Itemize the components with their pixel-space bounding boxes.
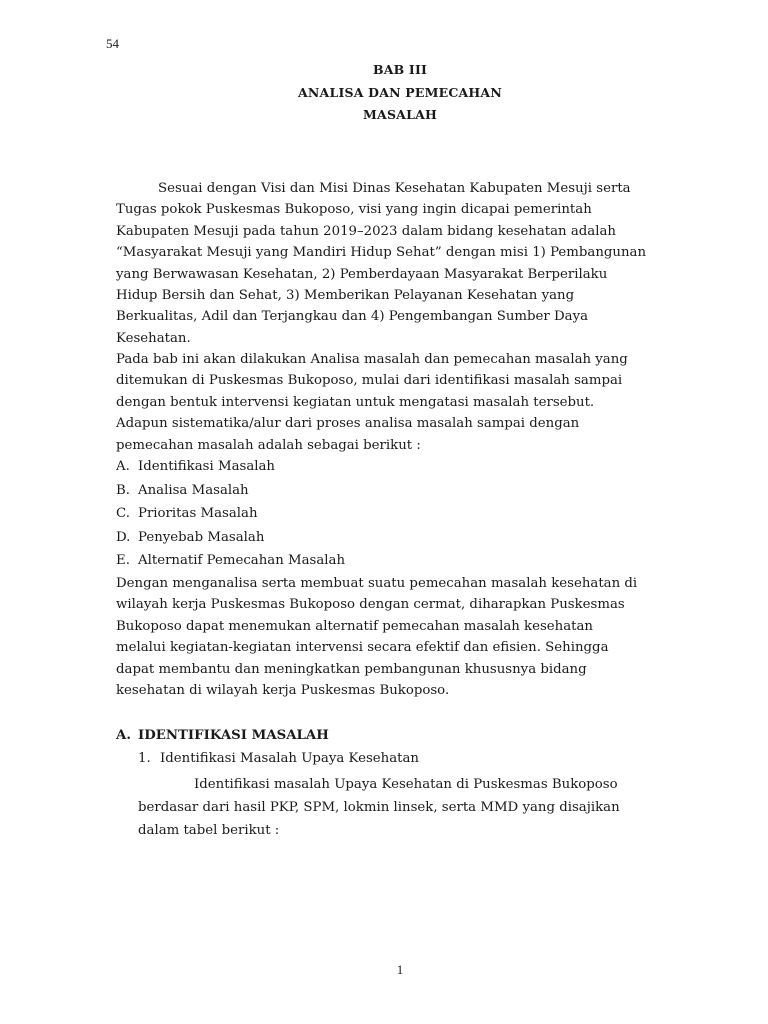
closing-line: Dengan menganalisa serta membuat suatu pemecahan masalah kesehatan di	[116, 576, 638, 591]
intro-line: Tugas pokok Puskesmas Bukoposo, visi yang ingin dicapai pemerintah	[116, 202, 592, 218]
intro-line: yang Berwawasan Kesehatan, 2) Pemberdayaan Masyarakat Berperilaku	[116, 266, 608, 282]
list-item-letter: B.	[116, 482, 130, 498]
list-item-label: Analisa Masalah	[138, 482, 249, 498]
intro-paragraph	[116, 178, 690, 349]
list-item	[116, 502, 690, 526]
list-item	[116, 526, 690, 550]
section-heading	[116, 728, 329, 743]
closing-paragraph	[116, 573, 690, 701]
list-item-letter: D.	[116, 529, 131, 545]
bab-paragraph	[116, 349, 690, 456]
list-item-letter: E.	[116, 553, 130, 568]
subsection-line: berdasar dari hasil PKP, SPM, lokmin linsek, serta MMD yang disajikan	[138, 800, 620, 815]
subsection-line: Identifikasi masalah Upaya Kesehatan di Puskesmas Bukoposo	[194, 777, 618, 792]
closing-line: Bukoposo dapat menemukan alternatif pemecahan masalah kesehatan	[116, 618, 593, 634]
intro-line: Kabupaten Mesuji pada tahun 2019–2023 dalam bidang kesehatan adalah	[116, 223, 616, 239]
chapter-subtitle-line1: ANALISA DAN PEMECAHAN	[298, 85, 502, 100]
list-item	[116, 479, 690, 503]
intro-line: Hidup Bersih dan Sehat, 3) Memberikan Pelayanan Kesehatan yang	[116, 288, 575, 304]
list-item-label: Prioritas Masalah	[138, 506, 258, 521]
list-item-label: Alternatif Pemecahan Masalah	[138, 553, 346, 568]
bab-line: pemecahan masalah adalah sebagai berikut :	[116, 437, 421, 453]
subsection-number: 1.	[138, 751, 151, 766]
page-number-bottom: 1	[396, 962, 404, 977]
intro-line: Sesuai dengan Visi dan Misi Dinas Kesehatan Kabupaten Mesuji serta	[158, 181, 631, 196]
subsection-line: dalam tabel berikut :	[138, 823, 280, 838]
list-item-letter: C.	[116, 506, 130, 521]
page-number-top: 54	[106, 36, 119, 51]
intro-line: “Masyarakat Mesuji yang Mandiri Hidup Sehat” dengan misi 1) Pembangunan	[116, 245, 647, 261]
subsection-paragraph	[138, 773, 678, 842]
closing-line: wilayah kerja Puskesmas Bukoposo dengan cermat, diharapkan Puskesmas	[116, 597, 625, 613]
closing-line: melalui kegiatan-kegiatan intervensi secara efektif dan efisien. Sehingga	[116, 640, 609, 656]
intro-line: Berkualitas, Adil dan Terjangkau dan 4) Pengembangan Sumber Daya	[116, 309, 589, 325]
list-item-label: Penyebab Masalah	[138, 529, 265, 545]
list-item	[116, 455, 690, 479]
bab-line: dengan bentuk intervensi kegiatan untuk mengatasi masalah tersebut.	[116, 394, 595, 410]
bab-line: Adapun sistematika/alur dari proses analisa masalah sampai dengan	[116, 416, 580, 432]
bab-line: Pada bab ini akan dilakukan Analisa masalah dan pemecahan masalah yang	[116, 352, 628, 367]
closing-line: kesehatan di wilayah kerja Puskesmas Bukoposo.	[116, 683, 450, 699]
section-title: IDENTIFIKASI MASALAH	[138, 728, 329, 743]
intro-line: Kesehatan.	[116, 330, 191, 346]
chapter-title: BAB III	[372, 62, 428, 77]
subsection-heading	[138, 751, 419, 766]
subsection-title: Identifikasi Masalah Upaya Kesehatan	[160, 751, 419, 766]
list-item	[116, 549, 690, 573]
section-letter: A.	[116, 728, 131, 743]
list-item-letter: A.	[116, 459, 130, 474]
closing-line: dapat membantu dan meningkatkan pembangunan khususnya bidang	[116, 661, 587, 677]
chapter-subtitle-line2: MASALAH	[363, 107, 437, 122]
list-item-label: Identifikasi Masalah	[138, 459, 275, 474]
bab-line: ditemukan di Puskesmas Bukoposo, mulai dari identifikasi masalah sampai	[116, 373, 623, 389]
steps-list	[116, 455, 690, 573]
